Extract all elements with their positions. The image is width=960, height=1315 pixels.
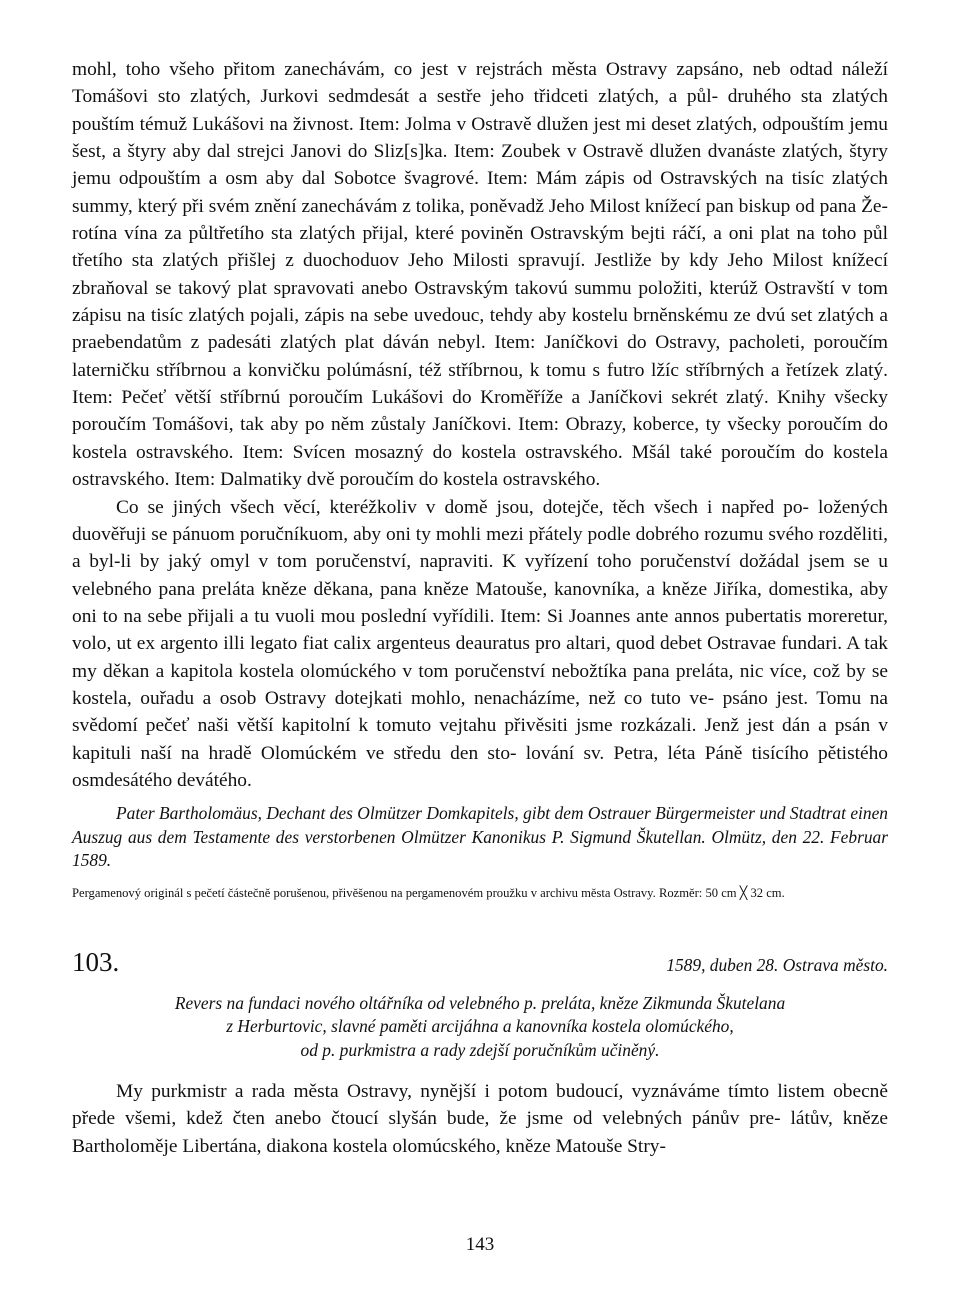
main-paragraph-1: mohl, toho všeho přitom zanechávám, co jest v rejstrách města Ostravy zapsáno, neb odtad náleží Tomášovi sto zlatých, Jurkovi sedmdesát a sestře jeho třidceti zlatých, a půl‑ druhého sta zlatých pouštím témuž Lukášovi na živnost. Item: Jolma v Ostravě dlužen jest mi deset zlatých, odpouštím jemu šest, a štyry aby dal strejci Janovi do Sliz[s]ka. Item: Zoubek v Ostravě dlužen dvanáste zlatých, štyry jemu odpouštím a osm aby dal Sobotce švagrové. Item: Mám zápis od Ostravských na tisíc zlatých summy, který při svém znění zanechávám z tolika, poněvadž Jeho Milost knížecí pan biskup od pana Že‑ rotína vína za půltřetího sta zlatých přijal, které poviněn Ostravským bejti ráčí, a oni plat na toho půl třetího sta zlatých přišlej z duochoduov Jeho Milosti spravují. Jestliže by kdy Jeho Milost knížecí zbraňoval se takový plat spravovati anebo Ostravským takovú summu položiti, kterúž Ostravští v tom zápisu na tisíc zlatých pojali, zápis na sebe uvedouc, tehdy aby kostelu brněnskému ze dvú set zlatých a praebendatům z padesáti zlatých plat dáván nebyl. Item: Janíčkovi do Ostravy, pacholeti, poroučím laterničku stříbrnou a konvičku polúmásní, též stříbrnou, k tomu s futro lžíc stříbrných a řetízek zlatý. Item: Pečeť větší stříbrnú poroučím Lukášovi do Kroměříže a Janíčkovi sekrét zlatý. Knihy všecky poroučím Tomášovi, tak aby po něm zůstaly Janíčkovi. Item: Obrazy, koberce, ty všecky poroučím do kostela ostravského. Item: Svícen mosazný do kostela ostravského. Mšál také poroučím do kostela ostravského. Item: Dalmatiky dvě poroučím do kostela ostravského. <box>72 59 888 491</box>
document-date-place: 1589, duben 28. Ostrava město. <box>666 954 888 975</box>
regest-line: Revers na fundaci nového oltářníka od velebného p. preláta, kněze Zikmunda Škutelana <box>174 992 786 1013</box>
document-opening-paragraph: My purkmistr a rada města Ostravy, nynější i potom budoucí, vyznáváme tímto listem obecně přede všemi, kdež čten anebo čtoucí slyšán bude, že jsme od velebných pánův pre‑ látův, kněze Bartholoměje Libertána, diakona kostela olomúcského, kněze Matouše Stry‑ <box>72 1081 888 1157</box>
document-regest <box>72 992 888 1063</box>
document-header <box>72 947 888 978</box>
page-number: 143 <box>465 1234 495 1255</box>
document-page <box>72 56 888 1160</box>
regest-line: od p. purkmistra a rady zdejší poručníkům učiněný. <box>300 1039 660 1060</box>
document-number: 103. <box>72 946 120 977</box>
main-paragraph-2: Co se jiných všech věcí, kteréžkoliv v domě jsou, dotejče, těch všech i napřed po‑ ložených duověřuji se pánuom poručníkuom, aby oni ty mohli mezi přátely podle dobrého rozumu svého rozděliti, a byl‑li by jaký omyl v tom poručenství, napraviti. K vyřízení toho poručenství dožádal jsem se u velebného pana preláta kněze děkana, pana kněze Matouše, kanovníka, a kněze Jiříka, domestika, aby oni to na sebe přijali a tu vuoli mou poslední vyřídili. Item: Si Joannes ante annos pubertatis moreretur, volo, ut ex argento illi legato fiat calix argenteus deauratus pro altari, quod debet Ostravae fundari. A tak my děkan a kapitola kostela olomúckého v tom poručenství nebožtíka pana preláta, nic více, což by se kostela, ouřadu a osob Ostravy dotejkati mohlo, nenacházíme, než co tuto ve‑ psáno jest. Tomu na svědomí pečeť naši větší kapitolní k tomuto vejtahu přivěsiti jsme rozkázali. Jenž jest dán a psán v kapituli naší na hradě Olomúckém ve středu den sto‑ lování sv. Petra, léta Páně tisícího pětistého osmdesátého devátého. <box>72 496 888 791</box>
regest-line: z Herburtovic, slavné paměti arcijáhna a kanovníka kostela olomúckého, <box>226 1016 734 1037</box>
archive-note: Pergamenový originál s pečetí částečně porušenou, přivěšenou na pergamenovém proužku v archivu města Ostravy. Rozměr: 50 cm ╳ 32 cm. <box>72 886 785 901</box>
german-summary: Pater Bartholomäus, Dechant des Olmützer Domkapitels, gibt dem Ostrauer Bürgermeister und Stadtrat einen Auszug aus dem Testamente des verstorbenen Olmützer Kanonikus P. Sigmund Škutellan. Olmütz, den 22. Februar 1589. <box>72 803 888 871</box>
